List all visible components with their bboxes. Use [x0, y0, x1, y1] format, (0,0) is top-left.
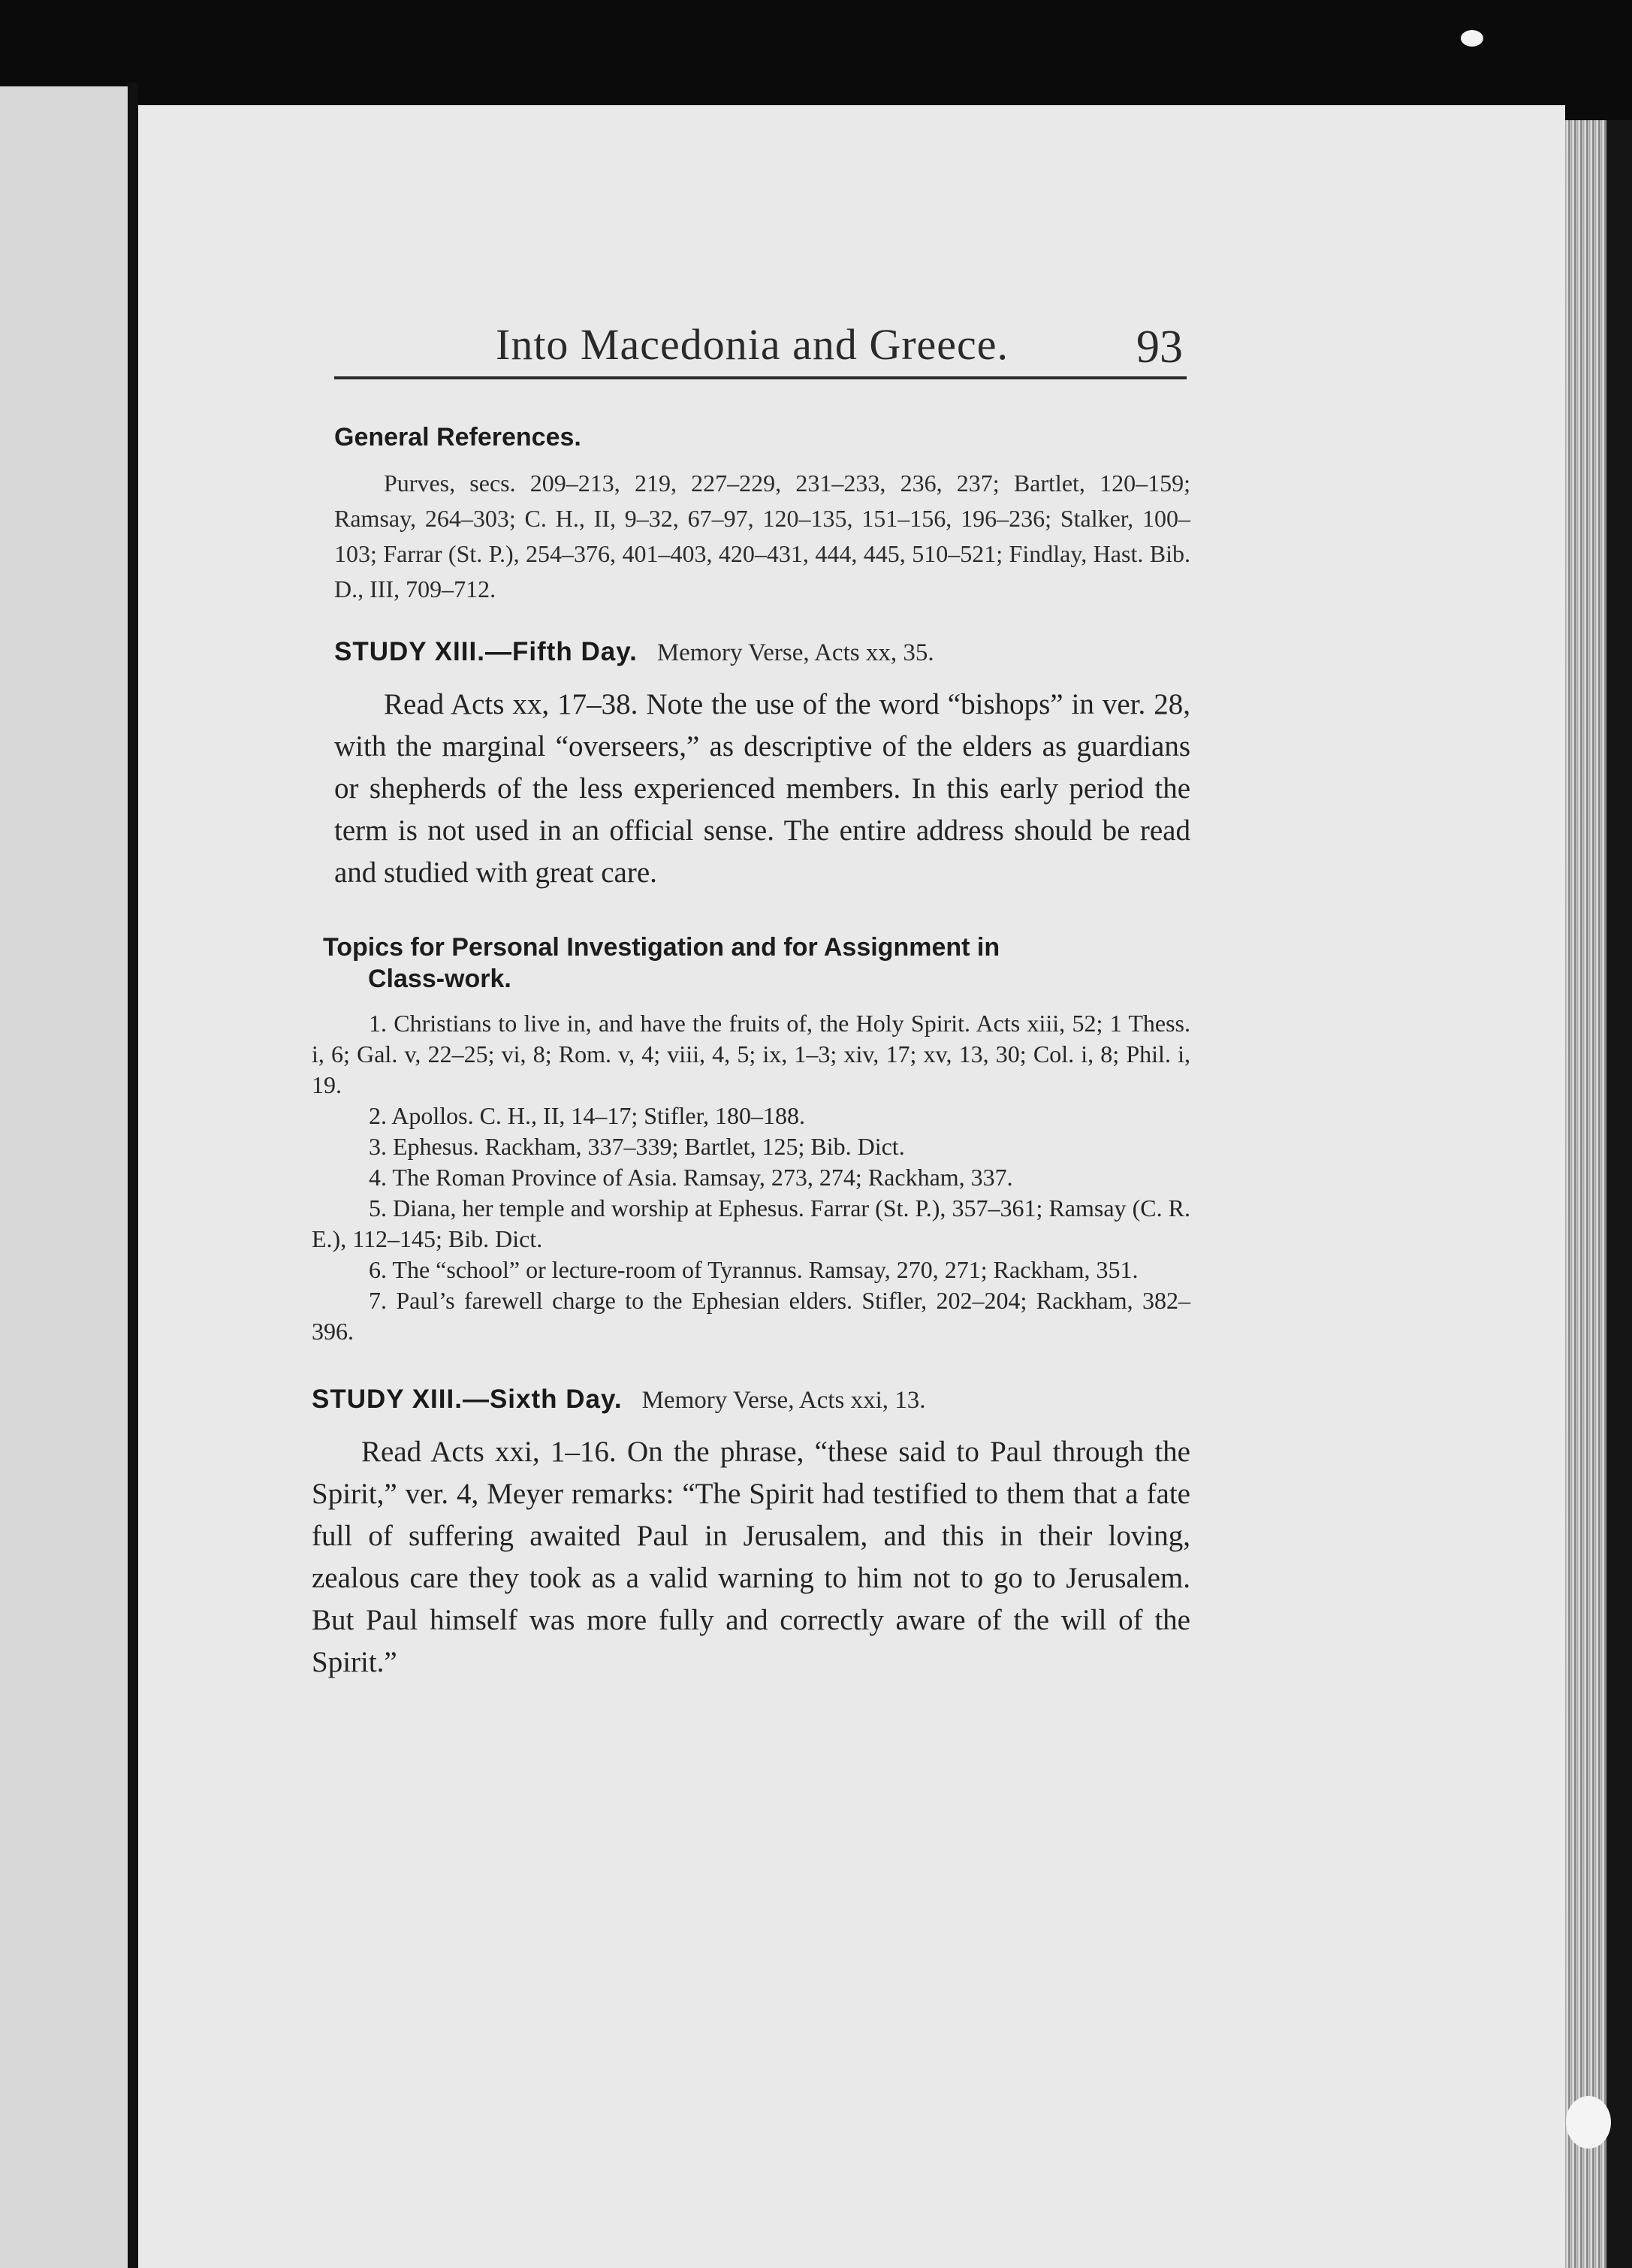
topics-heading-line2: Class-work.	[368, 965, 511, 993]
scan-blemish	[1461, 30, 1483, 47]
list-item: 4. The Roman Province of Asia. Ramsay, 273, 274; Rackham, 337.	[369, 1164, 1013, 1191]
list-item: 6. The “school” or lecture-room of Tyrannus. Ramsay, 270, 271; Rackham, 351.	[369, 1256, 1139, 1283]
topics-list	[312, 1008, 1190, 1347]
page-stack-edge	[1565, 120, 1606, 2268]
study-fifth-day-heading	[334, 637, 1190, 667]
list-item: 2. Apollos. C. H., II, 14–17; Stifler, 180–188.	[369, 1102, 805, 1129]
running-title: Into Macedonia and Greece.	[496, 320, 1009, 369]
list-item: 3. Ephesus. Rackham, 337–339; Bartlet, 125; Bib. Dict.	[369, 1133, 905, 1160]
study-title: STUDY XIII.—Sixth Day.	[312, 1385, 623, 1414]
scan-blemish	[1566, 2096, 1611, 2149]
study-sixth-day-heading	[312, 1385, 1190, 1415]
memory-verse: Memory Verse, Acts xx, 35.	[656, 639, 934, 666]
page-header	[312, 304, 1190, 379]
list-item: 7. Paul’s farewell charge to the Ephesian elders. Stifler, 202–204; Rackham, 382–396.	[312, 1287, 1190, 1345]
list-item: 1. Christians to live in, and have the fruits of, the Holy Spirit. Acts xiii, 52; 1 Thess. i, 6; Gal. v, 22–25; vi, 8; Rom. v, 4; viii, 4, 5; ix, 1–3; xiv, 17; xv, 13, 30; Col. i, 8; Phil. i, 19.	[312, 1010, 1190, 1098]
general-references-text: Purves, secs. 209–213, 219, 227–229, 231–233, 236, 237; Bartlet, 120–159; Ramsay, 264–303; C. H., II, 9–32, 67–97, 120–135, 151–156, 196–236; Stalker, 100–103; Farrar (St. P.), 254–376, 401–403, 420–431, 444, 445, 510–521; Findlay, Hast. Bib. D., III, 709–712.	[334, 470, 1190, 602]
general-references-heading: General References.	[334, 423, 581, 451]
header-rule	[334, 376, 1187, 379]
book-gutter	[128, 83, 138, 2268]
study-sixth-day-body: Read Acts xxi, 1–16. On the phrase, “these said to Paul through the Spirit,” ver. 4, Meyer remarks: “The Spirit had testified to them that a fate full of suffering awaited Paul in Jerusalem, and this in their loving, zealous care they took as a valid warning to him not to go to Jerusalem. But Paul himself was more fully and correctly aware of the will of the Spirit.”	[312, 1436, 1190, 1678]
page-text	[312, 304, 1190, 1684]
topics-heading	[323, 932, 1190, 995]
topics-heading-line1: Topics for Personal Investigation and for Assignment in	[323, 933, 1000, 962]
memory-verse: Memory Verse, Acts xxi, 13.	[641, 1387, 926, 1414]
scanner-background	[1606, 120, 1632, 2268]
study-fifth-day-body: Read Acts xx, 17–38. Note the use of the word “bishops” in ver. 28, with the marginal “overseers,” as descriptive of the elders as guardians or shepherds of the less experienced members. In this early period the term is not used in an official sense. The entire address should be read and studied with great care.	[334, 688, 1190, 889]
study-title: STUDY XIII.—Fifth Day.	[334, 637, 638, 666]
page-number: 93	[1136, 322, 1183, 373]
list-item: 5. Diana, her temple and worship at Ephesus. Farrar (St. P.), 357–361; Ramsay (C. R. E.), 112–145; Bib. Dict.	[312, 1194, 1190, 1252]
previous-page-edge	[0, 86, 128, 2268]
